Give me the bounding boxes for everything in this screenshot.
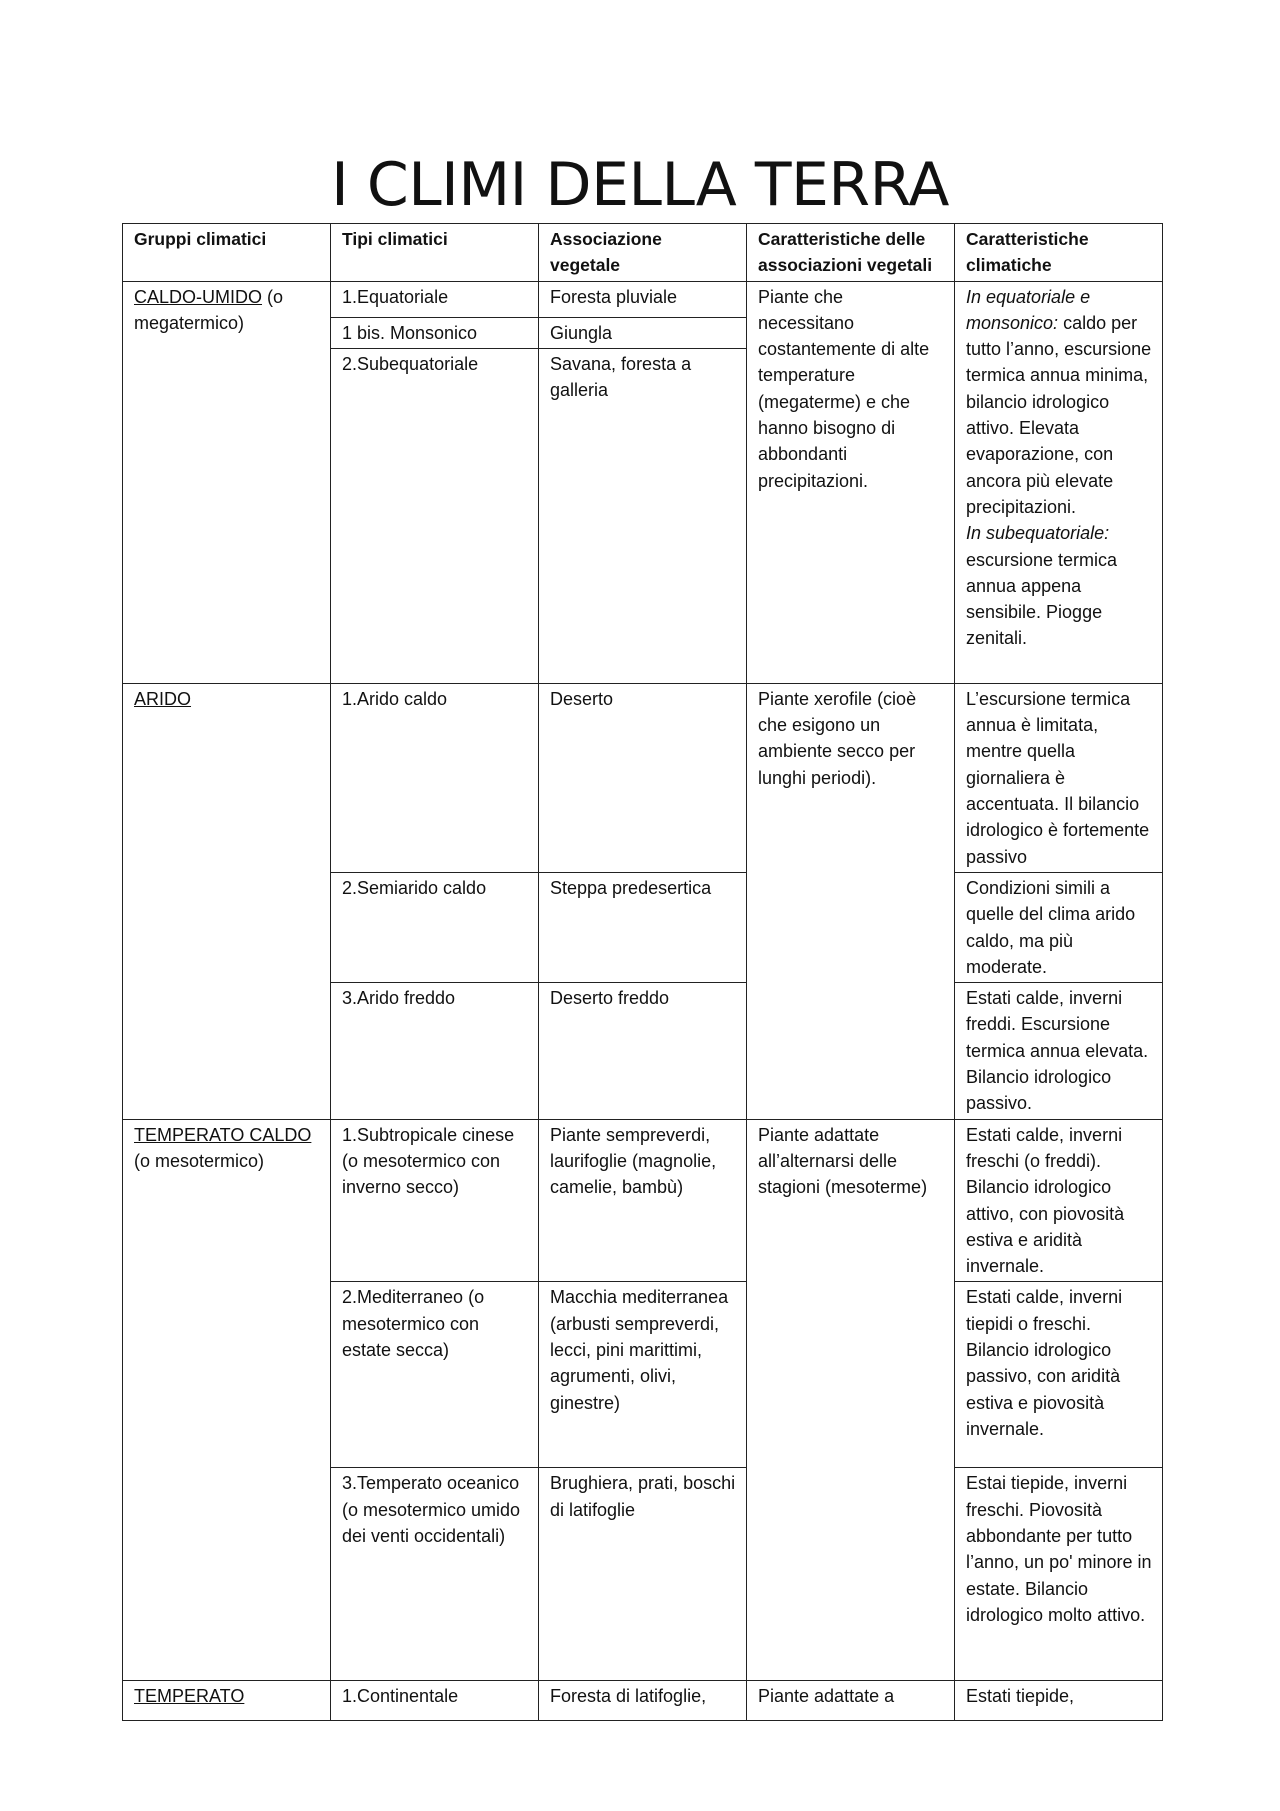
climate-cell: Estati calde, inverni freschi (o freddi). Bilancio idrologico attivo, con piovosità estiva e aridità invernale. [955, 1119, 1163, 1282]
page-title: I CLIMI DELLA TERRA [331, 150, 949, 220]
climate-label: In equatoriale e monsonico: [966, 286, 1091, 333]
climate-cell: L’escursione termica annua è limitata, mentre quella giornaliera è accentuata. Il bilancio idrologico è fortemente passivo [955, 683, 1163, 872]
type-cell: 2.Semiarido caldo [331, 872, 539, 982]
climate-cell [955, 281, 1163, 683]
group-name: CALDO-UMIDO [134, 286, 263, 307]
vegetation-cell: Savana, foresta a galleria [539, 348, 747, 683]
type-cell: 1.Arido caldo [331, 683, 539, 872]
group-cell [123, 1119, 331, 1681]
vegetation-cell: Giungla [539, 317, 747, 348]
header-cell: Caratteristiche delle associazioni vegetali [747, 224, 955, 282]
header-cell: Gruppi climatici [123, 224, 331, 282]
header-cell: Associazione vegetale [539, 224, 747, 282]
type-cell: 3.Temperato oceanico (o mesotermico umido dei venti occidentali) [331, 1468, 539, 1681]
association-cell: Piante xerofile (cioè che esigono un ambiente secco per lunghi periodi). [747, 683, 955, 1119]
vegetation-cell: Deserto [539, 683, 747, 872]
climate-text: caldo per tutto l’anno, escursione termica annua minima, bilancio idrologico attivo. Elevata evaporazione, con ancora più elevate precipitazioni. [966, 312, 1152, 517]
association-cell: Piante adattate all’alternarsi delle stagioni (mesoterme) [747, 1119, 955, 1681]
climate-table [122, 223, 1163, 1721]
group-cell [123, 281, 331, 683]
group-cell [123, 683, 331, 1119]
vegetation-cell: Macchia mediterranea (arbusti sempreverdi, lecci, pini marittimi, agrumenti, olivi, ginestre) [539, 1282, 747, 1468]
vegetation-cell: Steppa predesertica [539, 872, 747, 982]
vegetation-cell: Foresta di latifoglie, [539, 1681, 747, 1721]
association-cell: Piante che necessitano costantemente di alte temperature (megaterme) e che hanno bisogno di abbondanti precipitazioni. [747, 281, 955, 683]
vegetation-cell: Foresta pluviale [539, 281, 747, 317]
table-row [123, 281, 1163, 317]
header-cell: Tipi climatici [331, 224, 539, 282]
association-cell: Piante adattate a [747, 1681, 955, 1721]
type-cell: 2.Mediterraneo (o mesotermico con estate secca) [331, 1282, 539, 1468]
group-name: TEMPERATO [134, 1686, 245, 1707]
group-cell [123, 1681, 331, 1721]
climate-text: escursione termica annua appena sensibile. Piogge zenitali. [966, 549, 1118, 649]
vegetation-cell: Brughiera, prati, boschi di latifoglie [539, 1468, 747, 1681]
header-cell: Caratteristiche climatiche [955, 224, 1163, 282]
type-cell: 1.Equatoriale [331, 281, 539, 317]
climate-label: In subequatoriale: [966, 523, 1110, 544]
vegetation-cell: Piante sempreverdi, laurifoglie (magnolie, camelie, bambù) [539, 1119, 747, 1282]
type-cell: 1.Subtropicale cinese (o mesotermico con inverno secco) [331, 1119, 539, 1282]
table-row [123, 683, 1163, 872]
climate-cell: Estai tiepide, inverni freschi. Piovosità abbondante per tutto l’anno, un po' minore in estate. Bilancio idrologico molto attivo. [955, 1468, 1163, 1681]
type-cell: 1.Continentale [331, 1681, 539, 1721]
group-suffix: (o mesotermico) [134, 1150, 265, 1171]
group-name: ARIDO [134, 688, 192, 709]
group-suffix: (o megatermico) [134, 286, 284, 333]
vegetation-cell: Deserto freddo [539, 983, 747, 1119]
header-row [123, 224, 1163, 282]
group-name: TEMPERATO CALDO [134, 1124, 312, 1145]
type-cell: 2.Subequatoriale [331, 348, 539, 683]
climate-cell: Estati calde, inverni freddi. Escursione termica annua elevata. Bilancio idrologico passivo. [955, 983, 1163, 1119]
type-cell: 3.Arido freddo [331, 983, 539, 1119]
table-row [123, 1681, 1163, 1721]
climate-cell: Estati tiepide, [955, 1681, 1163, 1721]
table-row [123, 1119, 1163, 1282]
climate-cell: Estati calde, inverni tiepidi o freschi. Bilancio idrologico passivo, con aridità estiva e piovosità invernale. [955, 1282, 1163, 1468]
type-cell: 1 bis. Monsonico [331, 317, 539, 348]
climate-cell: Condizioni simili a quelle del clima arido caldo, ma più moderate. [955, 872, 1163, 982]
